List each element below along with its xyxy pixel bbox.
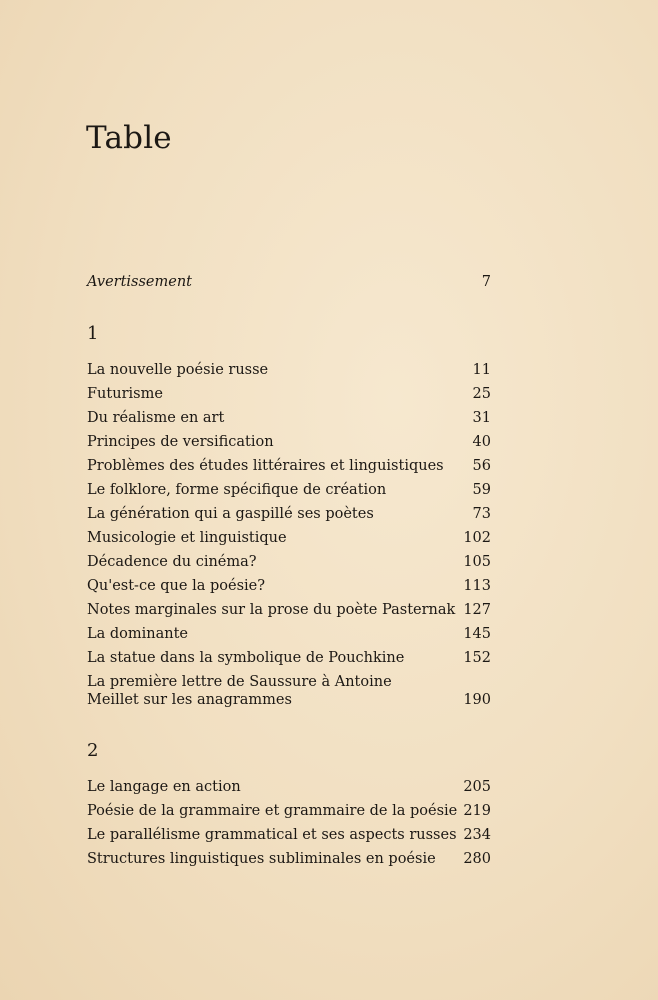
toc-entry-page: 56 — [472, 458, 491, 474]
toc-entry-label: Le folklore, forme spécifique de création — [87, 482, 387, 498]
toc-entry-page: 59 — [472, 482, 491, 498]
toc-entry-page: 234 — [463, 827, 491, 843]
toc-entry — [87, 505, 491, 523]
toc-entry-page: 73 — [472, 506, 491, 522]
toc-entry-label: Musicologie et linguistique — [87, 530, 287, 546]
toc-entry-label: Principes de versification — [87, 434, 274, 450]
toc-entry-label: Poésie de la grammaire et grammaire de la poésie — [87, 803, 458, 819]
toc-entry-label: Qu'est-ce que la poésie? — [87, 578, 266, 594]
toc-entry-page: 31 — [472, 410, 491, 426]
toc-entry — [87, 529, 491, 547]
toc-entry — [87, 802, 491, 820]
toc-entry-label: Avertissement — [87, 274, 193, 290]
toc-entry — [87, 553, 491, 571]
toc-entry-page: 152 — [463, 650, 491, 666]
toc-entry — [87, 385, 491, 403]
toc-entry-label: Futurisme — [87, 386, 163, 402]
toc-entry-page: 280 — [463, 851, 491, 867]
toc-entry-page: 25 — [472, 386, 491, 402]
toc-entry — [87, 625, 491, 643]
toc-entry — [87, 601, 491, 619]
toc-entry — [87, 850, 491, 868]
toc-entry-label: Décadence du cinéma? — [87, 554, 257, 570]
toc-entry-label: La génération qui a gaspillé ses poètes — [87, 506, 374, 522]
toc-entry — [87, 481, 491, 499]
toc-entry — [87, 457, 491, 475]
toc-entry — [87, 778, 491, 796]
toc-entry-page: 219 — [463, 803, 491, 819]
toc-entry — [87, 409, 491, 427]
toc-entry-page: 102 — [463, 530, 491, 546]
toc-entry-page: 40 — [472, 434, 491, 450]
toc-entry-foreword — [87, 273, 491, 291]
section-number: 2 — [87, 740, 99, 761]
toc-entry-page: 113 — [463, 578, 491, 594]
toc-entry-page: 190 — [463, 692, 491, 708]
toc-entry-page: 7 — [481, 274, 491, 290]
toc-entry-label: Du réalisme en art — [87, 410, 225, 426]
section-number: 1 — [87, 323, 99, 344]
toc-entry-label: La dominante — [87, 626, 189, 642]
toc-entry — [87, 649, 491, 667]
toc-entry-label: La statue dans la symbolique de Pouchkine — [87, 650, 405, 666]
toc-entry-page: 11 — [472, 362, 491, 378]
toc-entry — [87, 826, 491, 844]
toc-entry-label: Le parallélisme grammatical et ses aspects russes — [87, 827, 457, 843]
page-title: Table — [86, 120, 172, 156]
toc-entry-page: 127 — [463, 602, 491, 618]
toc-entry — [87, 361, 491, 379]
toc-entry — [87, 433, 491, 451]
toc-entry-page: 205 — [463, 779, 491, 795]
toc-entry-label: La première lettre de Saussure à Antoine Meillet sur les anagrammes — [87, 674, 392, 708]
toc-entry-label: Problèmes des études littéraires et linguistiques — [87, 458, 444, 474]
toc-entry-page: 105 — [463, 554, 491, 570]
toc-entry-label: Le langage en action — [87, 779, 241, 795]
toc-entry — [87, 673, 491, 709]
toc-entry-label: Notes marginales sur la prose du poète Pasternak — [87, 602, 456, 618]
toc-entry-page: 145 — [463, 626, 491, 642]
toc-entry-label: Structures linguistiques subliminales en poésie — [87, 851, 436, 867]
toc-entry-label: La nouvelle poésie russe — [87, 362, 269, 378]
toc-entry — [87, 577, 491, 595]
